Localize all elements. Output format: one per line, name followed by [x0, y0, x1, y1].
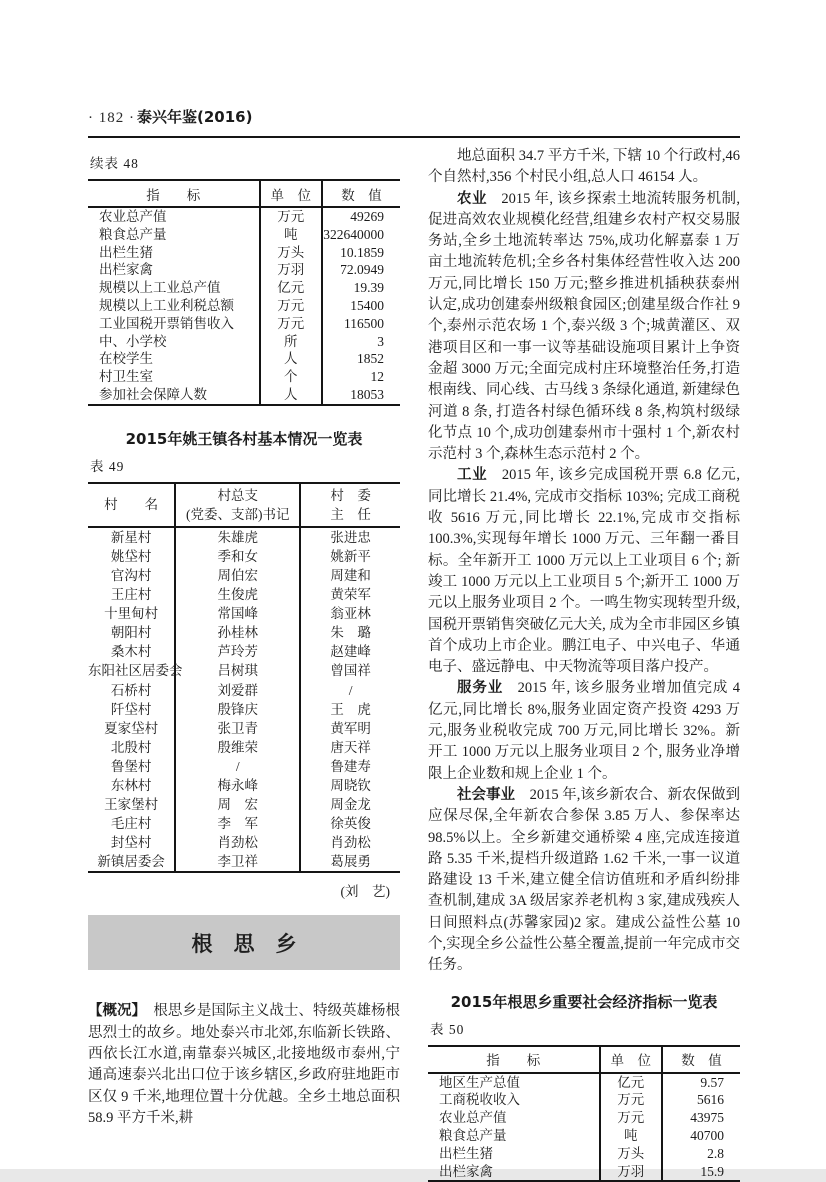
- village-name-cell: 毛庄村: [110, 816, 152, 832]
- director-column-header: [300, 483, 400, 527]
- table-row: [88, 386, 400, 405]
- indicator-cell: 工业国税开票销售收入: [99, 315, 234, 331]
- value-cell: 19.39: [322, 279, 400, 297]
- indicator-cell: 粮食总产量: [99, 226, 167, 242]
- director-cell: 张进忠: [300, 527, 400, 547]
- indicator-cell: 工商税收收入: [439, 1092, 520, 1108]
- village-name-cell: 夏家垈村: [104, 720, 159, 736]
- indicator-cell: 粮食总产量: [439, 1127, 507, 1143]
- paragraph-topic-label: 农业: [457, 190, 487, 207]
- table-50-header: [428, 1046, 740, 1073]
- paragraph-text: 2015 年,该乡新农合、新农保做到应保尽保,全年新农合参保 3.85 万人、参保率达 98.5%以上。全乡新建交通桥梁 4 座,完成连接道路 5.35 千米,提档升级道路 1.62 千米,一事一议道路建设 13 千米,建立健全信访值班和矛盾纠纷排查机制,建成 3A 级居家养老机构 3 家,建成残疾人日间照料点(苏馨家园)2 家。建成公益性公墓 10 个,实现全乡公益性公墓全覆盖,提前一年完成市交任务。: [428, 786, 741, 974]
- value-cell: 15.9: [662, 1163, 740, 1182]
- table-row: [428, 1127, 740, 1145]
- indicator-cell: 出栏生猪: [439, 1145, 493, 1161]
- unit-cell: 吨: [600, 1127, 662, 1145]
- table-row: [428, 1091, 740, 1109]
- table-row: [88, 814, 400, 833]
- value-cell: 2.8: [662, 1145, 740, 1163]
- table-row: [428, 1145, 740, 1163]
- director-cell: 黄军明: [300, 719, 400, 738]
- value-cell: 12: [322, 368, 400, 386]
- secretary-cell: 梅永峰: [175, 776, 300, 795]
- table-row: [88, 700, 400, 719]
- unit-cell: 万元: [260, 297, 322, 315]
- secretary-cell: 生俊虎: [175, 585, 300, 604]
- paragraph-text: 2015 年, 该乡服务业增加值完成 4 亿元,同比增长 8%,服务业固定资产投资 4293 万元,服务业税收完成 700 万元,同比增长 32%。新开工 1000 万元以上服务业项目 2 个, 服务业净增限上企业数和规上企业 1 个。: [428, 680, 741, 782]
- table-49: [88, 482, 400, 874]
- director-header-line2: 主 任: [330, 506, 371, 522]
- village-name-cell: 王庄村: [110, 587, 152, 603]
- value-cell: 43975: [662, 1109, 740, 1127]
- unit-cell: 人: [260, 350, 322, 368]
- body-paragraph: [428, 785, 740, 977]
- director-cell: 周晓钦: [300, 776, 400, 795]
- unit-cell: 万羽: [600, 1163, 662, 1182]
- right-column: [428, 146, 740, 1182]
- left-column: [88, 146, 400, 1182]
- director-cell: 赵建峰: [300, 642, 400, 661]
- value-cell: 322640000: [322, 226, 400, 244]
- unit-cell: 个: [260, 368, 322, 386]
- table-49-header: [88, 483, 400, 527]
- unit-column-header: 单 位: [600, 1046, 662, 1073]
- director-cell: 周建和: [300, 566, 400, 585]
- secretary-cell: 李 军: [175, 814, 300, 833]
- director-cell: 唐天祥: [300, 738, 400, 757]
- table-49-caption: 表 49: [90, 458, 125, 474]
- value-cell: 10.1859: [322, 244, 400, 262]
- indicator-column-header: 指 标: [88, 180, 260, 207]
- overview-paragraph: [88, 1001, 400, 1129]
- unit-cell: 万元: [600, 1091, 662, 1109]
- table-row: [88, 795, 400, 814]
- director-cell: 徐英俊: [300, 814, 400, 833]
- village-name-cell: 朝阳村: [110, 625, 152, 641]
- table-row: [88, 315, 400, 333]
- indicator-cell: 出栏家禽: [439, 1163, 493, 1179]
- table-row: [428, 1109, 740, 1127]
- section-banner: [88, 915, 400, 970]
- value-cell: 40700: [662, 1127, 740, 1145]
- secretary-header-line2: (党委、支部)书记: [186, 506, 290, 522]
- director-cell: 朱 璐: [300, 623, 400, 642]
- indicator-column-header: 指 标: [428, 1046, 600, 1073]
- secretary-cell: 吕树琪: [175, 661, 300, 680]
- table-row: [88, 852, 400, 872]
- value-cell: 49269: [322, 207, 400, 226]
- body-paragraph: [428, 189, 740, 466]
- table-row: [88, 566, 400, 585]
- running-head: [88, 106, 740, 138]
- table-row: [88, 585, 400, 604]
- indicator-cell: 参加社会保障人数: [99, 386, 207, 402]
- director-cell: 肖劲松: [300, 833, 400, 852]
- indicator-cell: 出栏家禽: [99, 262, 153, 278]
- two-column-layout: [88, 146, 740, 1182]
- table-row: [88, 833, 400, 852]
- table-row: [88, 226, 400, 244]
- unit-cell: 万元: [260, 315, 322, 333]
- table-row: [88, 681, 400, 700]
- village-name-cell: 鲁堡村: [110, 758, 152, 774]
- table-50: [428, 1045, 740, 1182]
- secretary-cell: 常国峰: [175, 604, 300, 623]
- village-name-cell: 东阳社区居委会: [88, 663, 183, 679]
- unit-cell: 吨: [260, 226, 322, 244]
- indicator-cell: 农业总产值: [99, 209, 167, 224]
- table-row: [88, 207, 400, 226]
- paragraph-text: 地总面积 34.7 平方千米, 下辖 10 个行政村,46 个自然村,356 个村民小组,总人口 46154 人。: [428, 148, 740, 186]
- indicator-cell: 农业总产值: [439, 1110, 507, 1126]
- value-column-header: 数 值: [662, 1046, 740, 1073]
- secretary-cell: 芦玲芳: [175, 642, 300, 661]
- secretary-cell: 殷维荣: [175, 738, 300, 757]
- secretary-cell: 朱雄虎: [175, 527, 300, 547]
- body-paragraph: [428, 465, 740, 678]
- author-attribution: (刘 艺): [340, 884, 390, 900]
- table-row: [88, 350, 400, 368]
- value-cell: 18053: [322, 386, 400, 405]
- table-row: [88, 244, 400, 262]
- table-49-title: 2015年姚王镇各村基本情况一览表: [125, 429, 363, 448]
- village-name-cell: 阡垈村: [110, 701, 152, 717]
- table-row: [88, 333, 400, 351]
- overview-label: 【概况】: [88, 1003, 147, 1020]
- secretary-cell: 周伯宏: [175, 566, 300, 585]
- body-paragraph: [428, 678, 740, 784]
- village-name-cell: 官沟村: [110, 567, 152, 583]
- village-column-header: 村 名: [88, 483, 175, 527]
- unit-cell: 亿元: [600, 1073, 662, 1092]
- village-name-cell: 十里甸村: [104, 606, 159, 622]
- director-cell: 鲁建寿: [300, 757, 400, 776]
- unit-column-header: 单 位: [260, 180, 322, 207]
- secretary-cell: 孙桂林: [175, 623, 300, 642]
- director-cell: 王 虎: [300, 700, 400, 719]
- unit-cell: 万头: [260, 244, 322, 262]
- indicator-cell: 规模以上工业利税总额: [99, 297, 234, 313]
- secretary-column-header: [175, 483, 300, 527]
- paragraph-topic-label: 工业: [457, 467, 488, 484]
- village-name-cell: 北殷村: [110, 739, 152, 755]
- page-content: [88, 106, 740, 1182]
- village-name-cell: 石桥村: [110, 682, 152, 698]
- indicator-cell: 规模以上工业总产值: [99, 280, 221, 296]
- unit-cell: 所: [260, 333, 322, 351]
- village-name-cell: 桑木村: [110, 644, 152, 660]
- value-cell: 116500: [322, 315, 400, 333]
- table-row: [428, 1163, 740, 1182]
- director-cell: 葛展勇: [300, 852, 400, 872]
- director-cell: 周金龙: [300, 795, 400, 814]
- body-paragraphs: [428, 146, 740, 977]
- indicator-cell: 地区生产总值: [439, 1074, 520, 1090]
- village-name-cell: 封垈村: [110, 835, 152, 851]
- table-50-title: 2015年根思乡重要社会经济指标一览表: [450, 992, 718, 1011]
- book-title: 泰兴年鉴(2016): [137, 108, 253, 126]
- secretary-cell: 肖劲松: [175, 833, 300, 852]
- unit-cell: 亿元: [260, 279, 322, 297]
- table-row: [88, 623, 400, 642]
- table-48: [88, 179, 400, 406]
- page-number: · 182 ·: [88, 110, 135, 126]
- director-cell: 姚新平: [300, 547, 400, 566]
- village-name-cell: 姚垈村: [110, 548, 152, 564]
- secretary-cell: 李卫祥: [175, 852, 300, 872]
- director-cell: 黄荣军: [300, 585, 400, 604]
- secretary-cell: 殷锋庆: [175, 700, 300, 719]
- secretary-header-line1: 村总支: [217, 487, 258, 503]
- director-cell: 翁亚林: [300, 604, 400, 623]
- indicator-cell: 中、小学校: [99, 333, 167, 349]
- table-row: [88, 604, 400, 623]
- director-cell: /: [300, 681, 400, 700]
- overview-text: 根思乡是国际主义战士、特级英雄杨根思烈士的故乡。地处泰兴市北郊,东临新长铁路、西依长江水道,南靠泰兴城区,北接地级市泰州,宁通高速泰兴北出口位于该乡辖区,乡政府驻地距市区仅 9 千米,地理位置十分优越。全乡土地总面积 58.9 平方千米,耕: [88, 1003, 401, 1126]
- paragraph-topic-label: 社会事业: [457, 786, 516, 803]
- table-49-body: [88, 527, 400, 873]
- director-header-line1: 村 委: [330, 487, 371, 503]
- value-cell: 3: [322, 333, 400, 351]
- table-header-row: [88, 180, 400, 207]
- director-cell: 曾国祥: [300, 661, 400, 680]
- table-row: [88, 261, 400, 279]
- secretary-cell: 张卫青: [175, 719, 300, 738]
- unit-cell: 万羽: [260, 261, 322, 279]
- indicator-cell: 出栏生猪: [99, 244, 153, 260]
- table-48-caption: 续表 48: [90, 156, 139, 171]
- unit-cell: 万元: [600, 1109, 662, 1127]
- table-row: [88, 738, 400, 757]
- table-50-body: [428, 1073, 740, 1182]
- table-header-row: [88, 483, 400, 527]
- table-row: [88, 368, 400, 386]
- secretary-cell: 刘爱群: [175, 681, 300, 700]
- secretary-cell: 季和女: [175, 547, 300, 566]
- table-48-header: [88, 180, 400, 207]
- table-row: [88, 757, 400, 776]
- value-cell: 72.0949: [322, 261, 400, 279]
- table-row: [88, 297, 400, 315]
- table-row: [88, 279, 400, 297]
- table-row: [88, 719, 400, 738]
- village-name-cell: 新星村: [110, 529, 152, 545]
- unit-cell: 万头: [600, 1145, 662, 1163]
- table-row: [428, 1073, 740, 1092]
- table-row: [88, 642, 400, 661]
- unit-cell: 万元: [260, 207, 322, 226]
- table-row: [88, 776, 400, 795]
- table-row: [88, 547, 400, 566]
- table-50-caption: 表 50: [430, 1021, 465, 1037]
- village-name-cell: 东林村: [110, 777, 152, 793]
- village-name-cell: 王家堡村: [104, 797, 159, 813]
- unit-cell: 人: [260, 386, 322, 405]
- paragraph-topic-label: 服务业: [457, 680, 504, 697]
- paragraph-text: 2015 年, 该乡完成国税开票 6.8 亿元,同比增长 21.4%, 完成市交指标 103%; 完成工商税收 5616 万元,同比增长 22.1%,完成市交指标 100.3%,实现每年增长 1000 万元、三年翻一番目标。全年新开工 1000 万元以上工业项目 6 个; 新竣工 1000 万元以上工业项目 5 个;新开工 1000 万元以上服务业项目 2 个。一鸣生物实现转型升级, 国税开票销售突破亿元大关, 成为全市非园区乡镇首个成功上市企业。鹏江电子、中兴电子、华通电子、盛远静电、中天物流等项目落户投产。: [428, 467, 741, 676]
- table-48-body: [88, 207, 400, 405]
- body-paragraph: [428, 146, 740, 189]
- table-row: [88, 661, 400, 680]
- indicator-cell: 村卫生室: [99, 369, 153, 385]
- value-column-header: 数 值: [322, 180, 400, 207]
- section-title: 根 思 乡: [191, 931, 297, 956]
- paragraph-text: 2015 年, 该乡探索土地流转服务机制,促进高效农业规模化经营,组建乡农村产权交易服务站,全乡土地流转率达 75%,成功化解嘉泰 1 万亩土地流转危机;全乡各村集体经营性收入达 200 万元,同比增长 150 万元;整乡推进机插秧获泰州认定,成功创建泰州级粮食园区;创建星级合作社 9 个,泰州示范农场 1 个,泰兴级 3 个;城黄灌区、双港项目区和一事一议等基础设施项目累计上争资金超 3000 万元;全面完成村庄环境整治任务,打造根南线、同心线、古马线 3 条绿化通道, 新建绿色河道 8 条, 打造各村绿色循环线 8 条,构筑村级绿化节点 10 个,成功创建泰州市十强村 1 个,新农村示范村 3 个,森林生态示范村 2 个。: [428, 190, 741, 463]
- indicator-cell: 在校学生: [99, 351, 153, 367]
- value-cell: 1852: [322, 350, 400, 368]
- village-name-cell: 新镇居委会: [97, 854, 165, 870]
- value-cell: 15400: [322, 297, 400, 315]
- table-row: [88, 527, 400, 547]
- table-header-row: [428, 1046, 740, 1073]
- value-cell: 5616: [662, 1091, 740, 1109]
- secretary-cell: 周 宏: [175, 795, 300, 814]
- secretary-cell: /: [175, 757, 300, 776]
- value-cell: 9.57: [662, 1073, 740, 1092]
